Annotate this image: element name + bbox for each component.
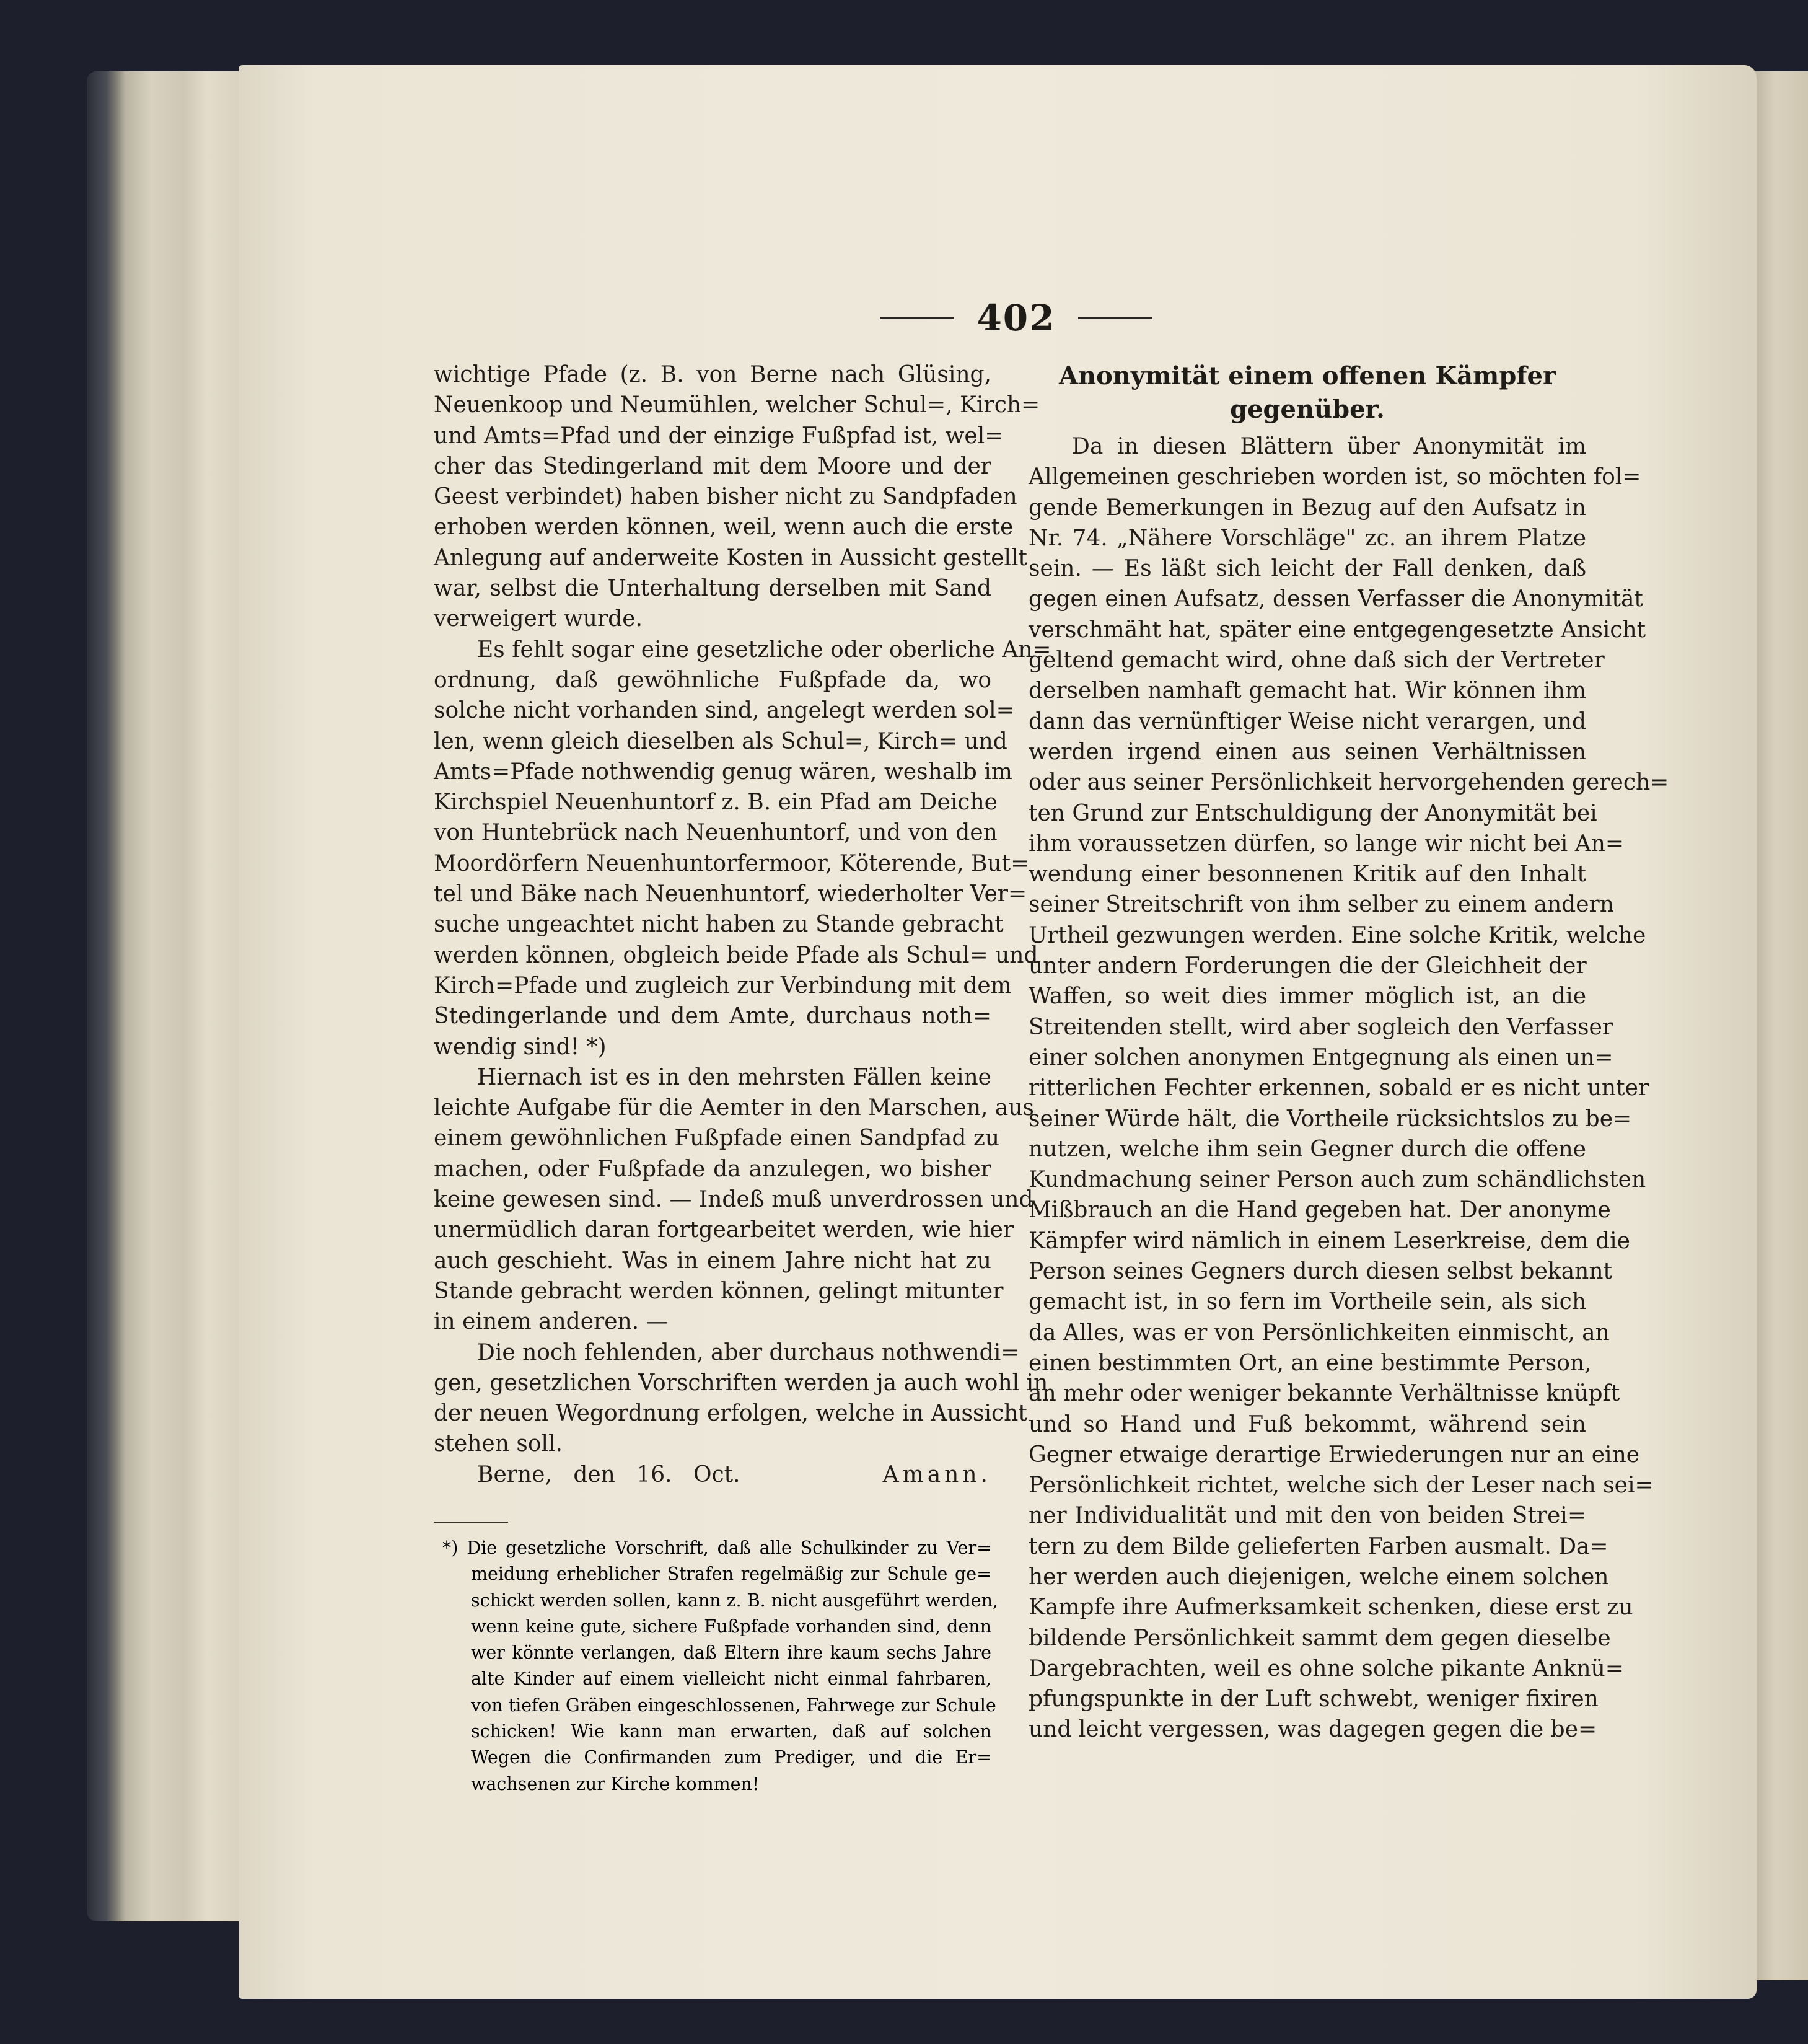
text-line: ner Individualität und mit den von beiden Strei= bbox=[1029, 1503, 1586, 1529]
text-line: sein. — Es läßt sich leicht der Fall denken, daß bbox=[1029, 556, 1586, 582]
text-line: in einem anderen. — bbox=[434, 1309, 669, 1335]
footnote-line: Wegen die Confirmanden zum Prediger, und die Er= bbox=[471, 1747, 991, 1768]
text-line: Kirch=Pfade und zugleich zur Verbindung mit dem bbox=[434, 972, 1012, 998]
article-title: Anonymität einem offenen Kämpfer bbox=[1058, 361, 1556, 390]
text-line: gen, gesetzlichen Vorschriften werden ja auch wohl in bbox=[434, 1370, 1048, 1396]
text-line: Urtheil gezwungen werden. Eine solche Kritik, welche bbox=[1029, 922, 1646, 948]
text-line: Nr. 74. „Nähere Vorschläge" zc. an ihrem Platze bbox=[1029, 525, 1586, 551]
text-line: suche ungeachtet nicht haben zu Stande gebracht bbox=[434, 912, 1004, 938]
text-line: wichtige Pfade (z. B. von Berne nach Glüsing, bbox=[434, 362, 991, 387]
text-line: werden irgend einen aus seinen Verhältnissen bbox=[1029, 739, 1586, 765]
right-column bbox=[1029, 359, 1669, 1745]
text-line: ihm voraussetzen dürfen, so lange wir nicht bei An= bbox=[1029, 830, 1625, 857]
text-line: unter andern Forderungen die der Gleichheit der bbox=[1029, 953, 1587, 979]
signature-author: Amann. bbox=[882, 1461, 991, 1487]
text-line: war, selbst die Unterhaltung derselben mit Sand bbox=[434, 576, 991, 602]
text-line: erhoben werden können, weil, wenn auch die erste bbox=[434, 514, 1014, 540]
text-line: seiner Streitschrift von ihm selber zu einem andern bbox=[1029, 892, 1614, 918]
text-line: oder aus seiner Persönlichkeit hervorgehenden gerech= bbox=[1029, 770, 1669, 796]
text-line: Gegner etwaige derartige Erwiederungen nur an eine bbox=[1029, 1442, 1640, 1468]
text-line: her werden auch diejenigen, welche einem solchen bbox=[1029, 1564, 1609, 1590]
text-line: da Alles, was er von Persönlichkeiten einmischt, an bbox=[1029, 1319, 1610, 1346]
text-line: ordnung, daß gewöhnliche Fußpfade da, wo bbox=[434, 667, 991, 693]
text-line: und leicht vergessen, was dagegen gegen die be= bbox=[1029, 1717, 1597, 1743]
text-line: von Huntebrück nach Neuenhuntorf, und von den bbox=[434, 820, 998, 846]
text-line: ritterlichen Fechter erkennen, sobald er es nicht unter bbox=[1029, 1075, 1649, 1101]
text-line: und so Hand und Fuß bekommt, während sein bbox=[1029, 1411, 1586, 1437]
signature-line bbox=[434, 1460, 991, 1490]
text-line: Da in diesen Blättern über Anonymität im bbox=[1072, 434, 1586, 459]
page-header bbox=[855, 296, 1177, 340]
footnote-line: alte Kinder auf einem vielleicht nicht einmal fahrbaren, bbox=[471, 1668, 991, 1689]
text-line: an mehr oder weniger bekannte Verhältnisse knüpft bbox=[1029, 1381, 1620, 1407]
text-line: Es fehlt sogar eine gesetzliche oder oberliche An= bbox=[477, 637, 1051, 663]
text-line: Kampfe ihre Aufmerksamkeit schenken, diese erst zu bbox=[1029, 1595, 1633, 1621]
text-line: gemacht ist, in so fern im Vortheile sein, als sich bbox=[1029, 1289, 1586, 1315]
text-line: Kundmachung seiner Person auch zum schändlichsten bbox=[1029, 1167, 1646, 1193]
text-line: einer solchen anonymen Entgegnung als einen un= bbox=[1029, 1044, 1613, 1070]
footnote-line: wenn keine gute, sichere Fußpfade vorhanden sind, denn bbox=[471, 1616, 991, 1637]
text-line: len, wenn gleich dieselben als Schul=, Kirch= und bbox=[434, 728, 1007, 754]
text-line: Kämpfer wird nämlich in einem Leserkreise, dem die bbox=[1029, 1228, 1630, 1254]
footnote-line: meidung erheblicher Strafen regelmäßig zur Schule ge= bbox=[471, 1564, 991, 1585]
footnote-rule bbox=[434, 1522, 508, 1523]
text-line: auch geschieht. Was in einem Jahre nicht hat zu bbox=[434, 1248, 991, 1274]
text-line: stehen soll. bbox=[434, 1431, 563, 1457]
text-line: Anlegung auf anderweite Kosten in Aussicht gestellt bbox=[434, 545, 1027, 571]
text-line: verweigert wurde. bbox=[434, 606, 643, 632]
text-line: Geest verbindet) haben bisher nicht zu Sandpfaden bbox=[434, 484, 1017, 510]
text-line: Waffen, so weit dies immer möglich ist, an die bbox=[1029, 984, 1586, 1010]
footnote-line: schicken! Wie kann man erwarten, daß auf solchen bbox=[471, 1721, 991, 1742]
text-line: cher das Stedingerland mit dem Moore und der bbox=[434, 453, 991, 479]
footnote-line: *) Die gesetzliche Vorschrift, daß alle Schulkinder zu Ver= bbox=[442, 1538, 991, 1558]
text-line: Amts=Pfade nothwendig genug wären, weshalb im bbox=[434, 759, 1012, 785]
text-line: Mißbrauch an die Hand gegeben hat. Der anonyme bbox=[1029, 1197, 1611, 1223]
text-line: Allgemeinen geschrieben worden ist, so möchten fol= bbox=[1029, 464, 1641, 490]
facing-page-edge bbox=[1753, 71, 1808, 1980]
footnote-line: wachsenen zur Kirche kommen! bbox=[471, 1773, 760, 1794]
text-line: einen bestimmten Ort, an eine bestimmte Person, bbox=[1029, 1350, 1592, 1376]
text-line: verschmäht hat, später eine entgegengesetzte Ansicht bbox=[1029, 617, 1646, 643]
text-line: solche nicht vorhanden sind, angelegt werden sol= bbox=[434, 698, 1015, 724]
text-line: keine gewesen sind. — Indeß muß unverdrossen und bbox=[434, 1187, 1033, 1213]
text-line: einem gewöhnlichen Fußpfade einen Sandpfad zu bbox=[434, 1126, 1000, 1152]
text-line: Hiernach ist es in den mehrsten Fällen keine bbox=[477, 1064, 991, 1090]
text-line: machen, oder Fußpfade da anzulegen, wo bisher bbox=[434, 1156, 991, 1182]
text-line: dann das vernünftiger Weise nicht verargen, und bbox=[1029, 708, 1586, 734]
header-rule-right bbox=[1078, 317, 1152, 319]
header-rule-left bbox=[880, 317, 954, 319]
footnote-line: wer könnte verlangen, daß Eltern ihre kaum sechs Jahre bbox=[471, 1642, 991, 1663]
text-line: derselben namhaft gemacht hat. Wir können ihm bbox=[1029, 678, 1586, 704]
text-line: Dargebrachten, weil es ohne solche pikante Anknü= bbox=[1029, 1655, 1624, 1681]
text-line: Kirchspiel Neuenhuntorf z. B. ein Pfad am Deiche bbox=[434, 790, 998, 816]
text-line: Stande gebracht werden können, gelingt mitunter bbox=[434, 1278, 1004, 1304]
text-line: Persönlichkeit richtet, welche sich der Leser nach sei= bbox=[1029, 1473, 1654, 1499]
text-line: seiner Würde hält, die Vortheile rücksichtslos zu be= bbox=[1029, 1106, 1632, 1132]
text-line: Moordörfern Neuenhuntorfermoor, Köterende, But= bbox=[434, 850, 1030, 876]
text-line: und Amts=Pfad und der einzige Fußpfad ist, wel= bbox=[434, 423, 1004, 449]
text-line: der neuen Wegordnung erfolgen, welche in Aussicht bbox=[434, 1401, 1027, 1427]
left-column bbox=[434, 359, 1051, 1490]
text-line: geltend gemacht wird, ohne daß sich der Vertreter bbox=[1029, 648, 1605, 674]
text-line: gegen einen Aufsatz, dessen Verfasser die Anonymität bbox=[1029, 586, 1643, 612]
text-line: wendig sind! *) bbox=[434, 1034, 607, 1060]
text-line: nutzen, welche ihm sein Gegner durch die offene bbox=[1029, 1136, 1586, 1162]
text-line: gende Bemerkungen in Bezug auf den Aufsatz in bbox=[1029, 495, 1586, 521]
page-number: 402 bbox=[976, 297, 1056, 339]
text-line: Stedingerlande und dem Amte, durchaus noth= bbox=[434, 1003, 991, 1029]
footnote-line: schickt werden sollen, kann z. B. nicht ausgeführt werden, bbox=[471, 1590, 998, 1611]
text-line: bildende Persönlichkeit sammt dem gegen dieselbe bbox=[1029, 1625, 1611, 1651]
text-line: Die noch fehlenden, aber durchaus nothwendi= bbox=[477, 1339, 1020, 1365]
text-line: tern zu dem Bilde gelieferten Farben ausmalt. Da= bbox=[1029, 1533, 1608, 1559]
text-line: tel und Bäke nach Neuenhuntorf, wiederholter Ver= bbox=[434, 881, 1027, 907]
article-title: gegenüber. bbox=[1230, 395, 1385, 424]
text-line: unermüdlich daran fortgearbeitet werden, wie hier bbox=[434, 1217, 1014, 1243]
text-line: leichte Aufgabe für die Aemter in den Marschen, aus bbox=[434, 1095, 1035, 1121]
book-page-edges bbox=[87, 71, 248, 1921]
text-line: pfungspunkte in der Luft schwebt, weniger fixiren bbox=[1029, 1686, 1599, 1712]
footnote-block bbox=[434, 1522, 998, 1797]
footnote-line: von tiefen Gräben eingeschlossenen, Fahrwege zur Schule bbox=[471, 1694, 996, 1716]
text-line: Streitenden stellt, wird aber sogleich den Verfasser bbox=[1029, 1014, 1613, 1040]
signature-place-date: Berne, den 16. Oct. bbox=[477, 1461, 740, 1487]
text-line: wendung einer besonnenen Kritik auf den Inhalt bbox=[1029, 861, 1586, 888]
text-line: Neuenkoop und Neumühlen, welcher Schul=, Kirch= bbox=[434, 392, 1040, 418]
text-line: Person seines Gegners durch diesen selbst bekannt bbox=[1029, 1259, 1613, 1285]
text-line: werden können, obgleich beide Pfade als Schul= und bbox=[434, 942, 1038, 968]
text-line: ten Grund zur Entschuldigung der Anonymität bei bbox=[1029, 800, 1597, 826]
